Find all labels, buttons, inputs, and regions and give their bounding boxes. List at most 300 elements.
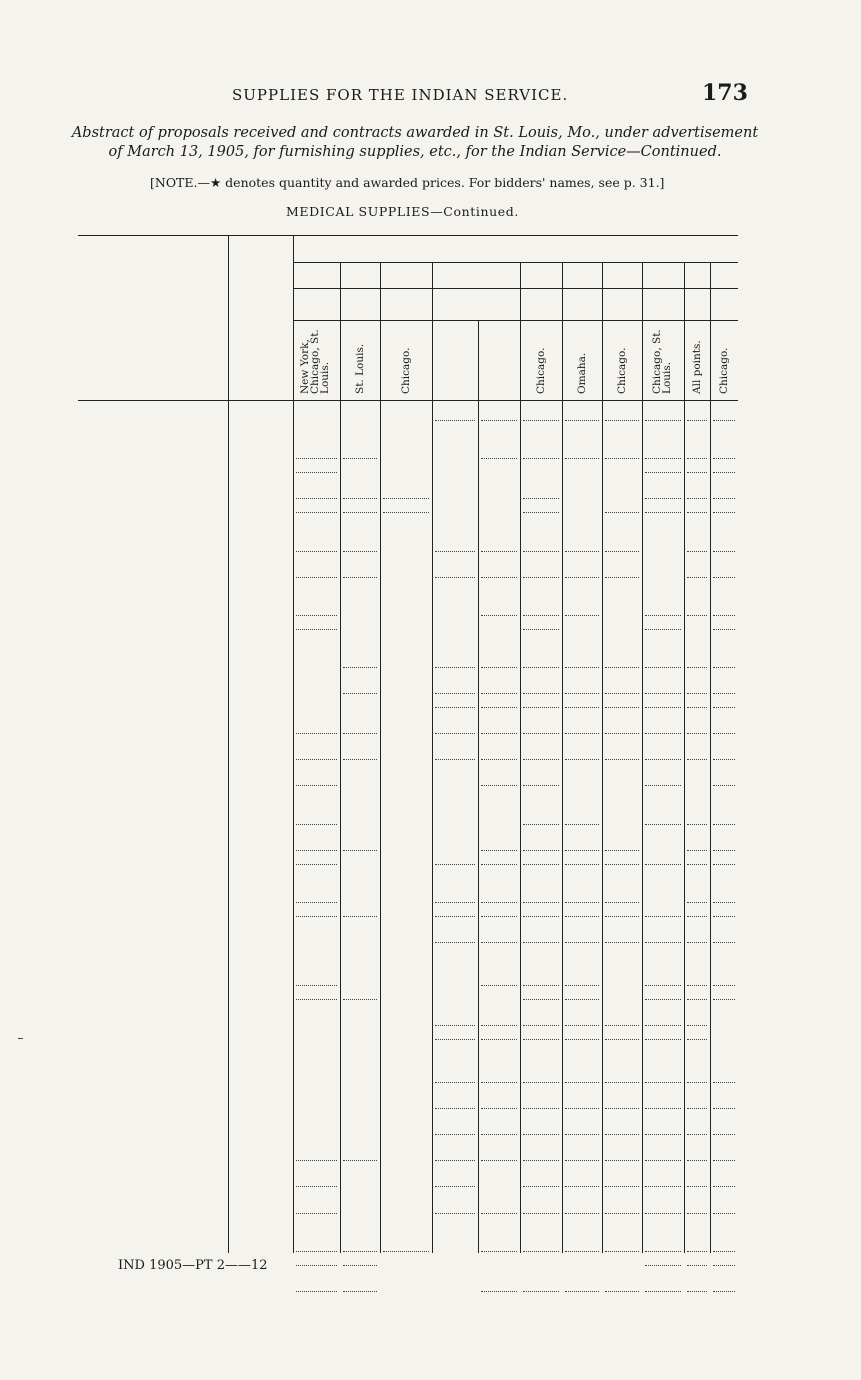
- dot-leader: [481, 942, 517, 943]
- dot-leader: [605, 1134, 639, 1135]
- dot-leader: [296, 733, 337, 734]
- dot-leader: [713, 864, 735, 865]
- dot-leader: [565, 551, 599, 552]
- dot-leader: [605, 1025, 639, 1026]
- dot-leader: [565, 693, 599, 694]
- dot-leader: [605, 1108, 639, 1109]
- delivery-label: Chicago, St. Louis.: [651, 329, 673, 394]
- dot-leader: [687, 472, 707, 473]
- dot-leader: [435, 667, 475, 668]
- dot-leader: [605, 458, 639, 459]
- bidders-rule: [293, 262, 738, 263]
- dot-leader: [645, 1082, 681, 1083]
- dot-leader: [523, 551, 559, 552]
- dot-leader: [565, 1039, 599, 1040]
- dot-leader: [296, 985, 337, 986]
- dot-leader: [481, 667, 517, 668]
- dot-leader: [565, 1025, 599, 1026]
- dot-leader: [687, 512, 707, 513]
- dot-leader: [481, 733, 517, 734]
- dot-leader: [687, 1039, 707, 1040]
- dot-leader: [296, 512, 337, 513]
- column-divider: [562, 262, 563, 1253]
- delivery-label: Omaha.: [575, 352, 588, 394]
- dot-leader: [523, 1186, 559, 1187]
- dot-leader: [296, 916, 337, 917]
- dot-leader: [523, 1025, 559, 1026]
- dot-leader: [481, 615, 517, 616]
- column-divider: [710, 262, 711, 1253]
- delivery-label: St. Louis.: [353, 343, 366, 394]
- dot-leader: [645, 1025, 681, 1026]
- dot-leader: [605, 420, 639, 421]
- column-divider: [478, 320, 479, 1253]
- dot-leader: [565, 420, 599, 421]
- dot-leader: [523, 1291, 559, 1292]
- dot-leader: [713, 472, 735, 473]
- dot-leader: [605, 1186, 639, 1187]
- dot-leader: [565, 577, 599, 578]
- dot-leader: [343, 999, 377, 1000]
- delivery-label: Chicago.: [717, 347, 730, 394]
- dot-leader: [481, 902, 517, 903]
- dot-leader: [605, 707, 639, 708]
- dot-leader: [713, 707, 735, 708]
- dot-leader: [645, 1265, 681, 1266]
- dot-leader: [687, 916, 707, 917]
- dot-leader: [523, 1160, 559, 1161]
- dot-leader: [605, 667, 639, 668]
- dot-leader: [713, 1082, 735, 1083]
- dot-leader: [523, 902, 559, 903]
- section-title: MEDICAL SUPPLIES—Continued.: [286, 204, 519, 219]
- dot-leader: [481, 707, 517, 708]
- dot-leader: [343, 458, 377, 459]
- dot-leader: [481, 1082, 517, 1083]
- dot-leader: [481, 759, 517, 760]
- column-divider: [340, 262, 341, 1253]
- dot-leader: [645, 1108, 681, 1109]
- dot-leader: [481, 420, 517, 421]
- dot-leader: [605, 1160, 639, 1161]
- dot-leader: [343, 1265, 377, 1266]
- dot-leader: [687, 1186, 707, 1187]
- dot-leader: [296, 1265, 337, 1266]
- dot-leader: [687, 693, 707, 694]
- dot-leader: [523, 667, 559, 668]
- dot-leader: [645, 1213, 681, 1214]
- dot-leader: [605, 733, 639, 734]
- dot-leader: [435, 864, 475, 865]
- dot-leader: [523, 458, 559, 459]
- dot-leader: [296, 1251, 337, 1252]
- dot-leader: [523, 733, 559, 734]
- dot-leader: [713, 1186, 735, 1187]
- dot-leader: [565, 999, 599, 1000]
- dot-leader: [605, 512, 639, 513]
- dot-leader: [296, 864, 337, 865]
- dot-leader: [713, 850, 735, 851]
- dot-leader: [687, 1082, 707, 1083]
- dot-leader: [523, 1082, 559, 1083]
- dot-leader: [713, 551, 735, 552]
- dot-leader: [343, 551, 377, 552]
- dot-leader: [481, 1134, 517, 1135]
- dot-leader: [713, 1160, 735, 1161]
- dot-leader: [296, 615, 337, 616]
- dot-leader: [296, 759, 337, 760]
- dot-leader: [296, 999, 337, 1000]
- dot-leader: [343, 1291, 377, 1292]
- dot-leader: [687, 824, 707, 825]
- dot-leader: [523, 693, 559, 694]
- dot-leader: [296, 498, 337, 499]
- dot-leader: [296, 1160, 337, 1161]
- dot-leader: [645, 1134, 681, 1135]
- dot-leader: [523, 864, 559, 865]
- dot-leader: [435, 1108, 475, 1109]
- dot-leader: [713, 693, 735, 694]
- column-divider: [432, 262, 433, 1253]
- dot-leader: [481, 916, 517, 917]
- dot-leader: [565, 1082, 599, 1083]
- dot-leader: [713, 1251, 735, 1252]
- dot-leader: [645, 472, 681, 473]
- dot-leader: [687, 850, 707, 851]
- dot-leader: [296, 824, 337, 825]
- dot-leader: [296, 577, 337, 578]
- dot-leader: [645, 458, 681, 459]
- dot-leader: [523, 512, 559, 513]
- dot-leader: [645, 629, 681, 630]
- dot-leader: [645, 1251, 681, 1252]
- dot-leader: [713, 942, 735, 943]
- dot-leader: [481, 458, 517, 459]
- delivery-label: Chicago.: [534, 347, 547, 394]
- dot-leader: [481, 1039, 517, 1040]
- dot-leader: [687, 551, 707, 552]
- dot-leader: [713, 1134, 735, 1135]
- dot-leader: [523, 1039, 559, 1040]
- dot-leader: [687, 1134, 707, 1135]
- dot-leader: [523, 1213, 559, 1214]
- dot-leader: [605, 942, 639, 943]
- dot-leader: [605, 1039, 639, 1040]
- delivery-label: Chicago.: [615, 347, 628, 394]
- dot-leader: [435, 759, 475, 760]
- dot-leader: [565, 1251, 599, 1252]
- dot-leader: [296, 458, 337, 459]
- dot-leader: [645, 864, 681, 865]
- dot-leader: [713, 985, 735, 986]
- dot-leader: [435, 1082, 475, 1083]
- dot-leader: [713, 420, 735, 421]
- dot-leader: [435, 1213, 475, 1214]
- dot-leader: [713, 902, 735, 903]
- dot-leader: [713, 629, 735, 630]
- dot-leader: [605, 1082, 639, 1083]
- dot-leader: [713, 785, 735, 786]
- margin-mark: [18, 1038, 23, 1039]
- dot-leader: [523, 916, 559, 917]
- dot-leader: [713, 1108, 735, 1109]
- dot-leader: [481, 1291, 517, 1292]
- dot-leader: [645, 785, 681, 786]
- quantity-divider: [228, 235, 229, 1253]
- dot-leader: [713, 458, 735, 459]
- dot-leader: [645, 693, 681, 694]
- dot-leader: [435, 1160, 475, 1161]
- dot-leader: [435, 1025, 475, 1026]
- dot-leader: [687, 1291, 707, 1292]
- dot-leader: [565, 1213, 599, 1214]
- dot-leader: [296, 629, 337, 630]
- column-divider: [602, 262, 603, 1253]
- delivery-label: Chicago.: [399, 347, 412, 394]
- dot-leader: [565, 864, 599, 865]
- dot-leader: [481, 864, 517, 865]
- dot-leader: [343, 1251, 377, 1252]
- dot-leader: [523, 707, 559, 708]
- dot-leader: [296, 1213, 337, 1214]
- dot-leader: [383, 512, 429, 513]
- dot-leader: [565, 1134, 599, 1135]
- dot-leader: [687, 458, 707, 459]
- header-bottom-rule: [78, 400, 738, 401]
- dot-leader: [645, 667, 681, 668]
- dot-leader: [605, 1251, 639, 1252]
- column-divider: [684, 262, 685, 1253]
- abstract-caption: Abstract of proposals received and contracts awarded in St. Louis, Mo., under advertisement of March 13, 1905, for furnishing supplies, etc., for the Indian Service—Continued.: [71, 125, 759, 160]
- dot-leader: [481, 1025, 517, 1026]
- dot-leader: [481, 577, 517, 578]
- dot-leader: [645, 1039, 681, 1040]
- dot-leader: [523, 985, 559, 986]
- dot-leader: [713, 1265, 735, 1266]
- dot-leader: [565, 902, 599, 903]
- dot-leader: [343, 733, 377, 734]
- dot-leader: [565, 824, 599, 825]
- dot-leader: [296, 850, 337, 851]
- dot-leader: [687, 942, 707, 943]
- dot-leader: [713, 615, 735, 616]
- column-divider: [642, 262, 643, 1253]
- dot-leader: [605, 864, 639, 865]
- dot-leader: [296, 902, 337, 903]
- dot-leader: [565, 1108, 599, 1109]
- dot-leader: [713, 824, 735, 825]
- dot-leader: [605, 850, 639, 851]
- dot-leader: [687, 1025, 707, 1026]
- dot-leader: [523, 629, 559, 630]
- dot-leader: [565, 615, 599, 616]
- running-title: SUPPLIES FOR THE INDIAN SERVICE.: [232, 86, 569, 104]
- dot-leader: [645, 916, 681, 917]
- dot-leader: [435, 1134, 475, 1135]
- dot-leader: [481, 850, 517, 851]
- dot-leader: [605, 551, 639, 552]
- dot-leader: [605, 693, 639, 694]
- column-divider: [520, 262, 521, 1253]
- dot-leader: [687, 1213, 707, 1214]
- dot-leader: [713, 759, 735, 760]
- dot-leader: [713, 733, 735, 734]
- dot-leader: [713, 916, 735, 917]
- dot-leader: [481, 551, 517, 552]
- dot-leader: [713, 577, 735, 578]
- dot-leader: [435, 1186, 475, 1187]
- dot-leader: [687, 707, 707, 708]
- dot-leader: [687, 615, 707, 616]
- footer-signature: IND 1905—PT 2——12: [118, 1258, 268, 1273]
- dot-leader: [343, 693, 377, 694]
- dot-leader: [565, 850, 599, 851]
- dot-leader: [605, 577, 639, 578]
- dot-leader: [605, 1213, 639, 1214]
- dot-leader: [343, 667, 377, 668]
- dot-leader: [645, 512, 681, 513]
- dot-leader: [296, 1186, 337, 1187]
- dot-leader: [565, 458, 599, 459]
- dot-leader: [645, 942, 681, 943]
- dot-leader: [523, 420, 559, 421]
- dot-leader: [523, 850, 559, 851]
- dot-leader: [565, 1291, 599, 1292]
- dot-leader: [605, 1291, 639, 1292]
- dot-leader: [435, 733, 475, 734]
- dot-leader: [687, 902, 707, 903]
- dot-leader: [605, 902, 639, 903]
- dot-leader: [481, 693, 517, 694]
- dot-leader: [565, 759, 599, 760]
- dot-leader: [645, 420, 681, 421]
- dot-leader: [687, 759, 707, 760]
- dot-leader: [481, 1108, 517, 1109]
- dot-leader: [343, 1160, 377, 1161]
- dot-leader: [343, 512, 377, 513]
- dot-leader: [645, 615, 681, 616]
- dot-leader: [687, 498, 707, 499]
- dot-leader: [523, 615, 559, 616]
- dot-leader: [565, 707, 599, 708]
- dot-leader: [645, 1160, 681, 1161]
- dot-leader: [343, 916, 377, 917]
- dot-leader: [523, 999, 559, 1000]
- dot-leader: [565, 985, 599, 986]
- delivery-label: New York, Chicago, St. Louis.: [299, 329, 331, 394]
- dot-leader: [687, 1160, 707, 1161]
- dot-leader: [687, 1251, 707, 1252]
- dot-leader: [343, 498, 377, 499]
- dot-leader: [523, 1108, 559, 1109]
- dot-leader: [687, 999, 707, 1000]
- dot-leader: [605, 916, 639, 917]
- dot-leader: [523, 577, 559, 578]
- dot-leader: [343, 850, 377, 851]
- dot-leader: [523, 759, 559, 760]
- dot-leader: [605, 759, 639, 760]
- dot-leader: [296, 551, 337, 552]
- dot-leader: [645, 759, 681, 760]
- dot-leader: [565, 667, 599, 668]
- dot-leader: [565, 942, 599, 943]
- dot-leader: [435, 707, 475, 708]
- dot-leader: [713, 512, 735, 513]
- numbers-rule: [293, 288, 738, 289]
- dot-leader: [565, 1160, 599, 1161]
- dot-leader: [687, 864, 707, 865]
- dot-leader: [435, 916, 475, 917]
- dot-leader: [645, 707, 681, 708]
- dot-leader: [296, 472, 337, 473]
- dot-leader: [523, 1134, 559, 1135]
- dot-leader: [481, 1213, 517, 1214]
- dot-leader: [645, 985, 681, 986]
- delivery-label: All points.: [690, 340, 703, 394]
- dot-leader: [523, 824, 559, 825]
- dot-leader: [481, 1160, 517, 1161]
- dot-leader: [523, 942, 559, 943]
- dot-leader: [687, 1265, 707, 1266]
- dot-leader: [565, 916, 599, 917]
- dot-leader: [435, 1039, 475, 1040]
- dot-leader: [687, 577, 707, 578]
- dot-leader: [435, 577, 475, 578]
- dot-leader: [481, 985, 517, 986]
- dot-leader: [343, 577, 377, 578]
- dot-leader: [565, 733, 599, 734]
- dot-leader: [645, 1291, 681, 1292]
- dot-leader: [713, 1213, 735, 1214]
- dot-leader: [296, 785, 337, 786]
- page-number: 173: [702, 80, 748, 106]
- dot-leader: [713, 999, 735, 1000]
- dot-leader: [481, 1251, 517, 1252]
- dot-leader: [435, 942, 475, 943]
- dot-leader: [435, 693, 475, 694]
- dot-leader: [343, 759, 377, 760]
- dot-leader: [687, 420, 707, 421]
- column-divider: [380, 262, 381, 1253]
- dot-leader: [687, 733, 707, 734]
- note: [NOTE.—★ denotes quantity and awarded prices. For bidders' names, see p. 31.]: [150, 175, 665, 190]
- dot-leader: [565, 1186, 599, 1187]
- values-divider: [293, 235, 294, 1253]
- dot-leader: [435, 902, 475, 903]
- dot-leader: [523, 785, 559, 786]
- dot-leader: [687, 985, 707, 986]
- dot-leader: [645, 498, 681, 499]
- dot-leader: [435, 420, 475, 421]
- dot-leader: [523, 1251, 559, 1252]
- dot-leader: [713, 498, 735, 499]
- dot-leader: [645, 733, 681, 734]
- dot-leader: [687, 1108, 707, 1109]
- dot-leader: [645, 824, 681, 825]
- dot-leader: [645, 1186, 681, 1187]
- table-top-rule: [78, 235, 738, 236]
- dot-leader: [687, 667, 707, 668]
- dot-leader: [296, 1291, 337, 1292]
- dot-leader: [481, 785, 517, 786]
- dot-leader: [383, 498, 429, 499]
- delivery-rule: [293, 320, 738, 321]
- dot-leader: [713, 667, 735, 668]
- dot-leader: [435, 551, 475, 552]
- dot-leader: [645, 999, 681, 1000]
- dot-leader: [713, 1291, 735, 1292]
- dot-leader: [383, 1251, 429, 1252]
